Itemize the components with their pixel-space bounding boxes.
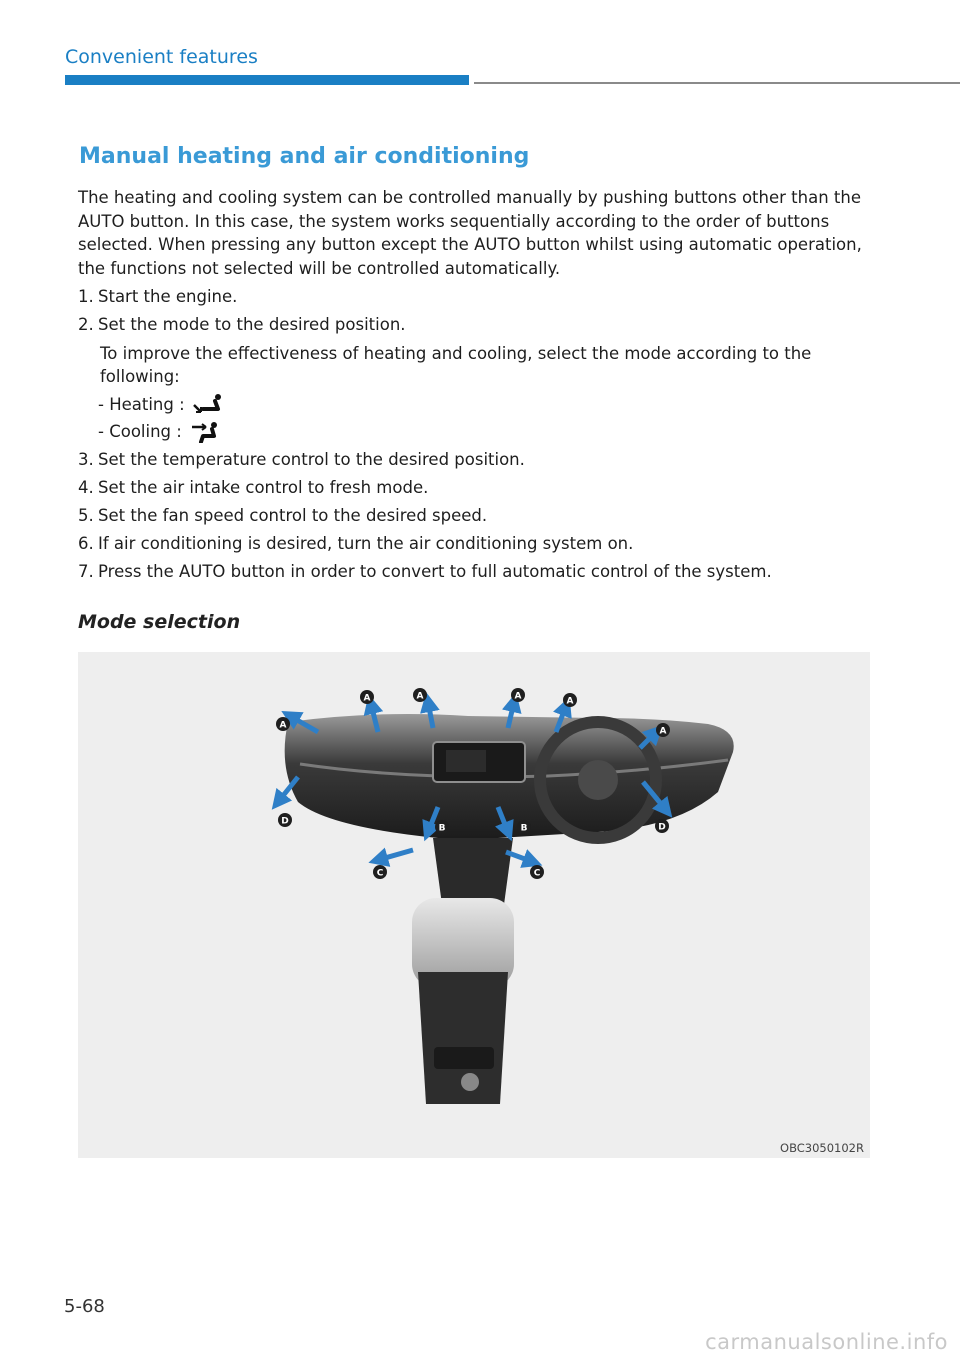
heating-label: - Heating : [98, 394, 185, 414]
mode-note: To improve the effectiveness of heating and cooling, select the mode according to the following: [100, 343, 812, 386]
floor-mode-icon [191, 393, 223, 415]
step-text: Set the temperature control to the desired position. [98, 450, 525, 469]
mode-selection-heading: Mode selection [78, 611, 241, 633]
figure-code: OBC3050102R [780, 1141, 864, 1155]
step-item [78, 560, 878, 584]
step-item [78, 285, 878, 309]
vent-label-b: B [520, 823, 528, 834]
intro-paragraph: The heating and cooling system can be controlled manually by pushing buttons other than the AUTO button. In this case, the system works sequentially according to the order of buttons selected. When pressing any button except the AUTO button whilst using automatic operation, the functions not selected will be controlled automatically. [78, 188, 862, 278]
vent-label-a: A [514, 691, 522, 702]
step-text: Set the fan speed control to the desired speed. [98, 506, 488, 525]
body-text [78, 186, 878, 588]
steps-list [78, 285, 878, 584]
step-number: 2. [78, 315, 94, 334]
step-item [78, 448, 878, 472]
step-item [78, 532, 878, 556]
vent-label-b: B [438, 823, 446, 834]
face-mode-icon [188, 421, 220, 443]
vent-label-c: C [376, 868, 384, 879]
page-number: 5-68 [64, 1296, 105, 1317]
vent-label-a: A [566, 696, 574, 707]
step-item [78, 476, 878, 500]
step-item [78, 313, 878, 444]
vent-label-d: D [658, 822, 666, 833]
step-number: 4. [78, 478, 94, 497]
dashboard-vent-figure [78, 652, 870, 1158]
cooling-label: - Cooling : [98, 422, 182, 441]
step-number: 5. [78, 506, 94, 525]
step-text: Start the engine. [98, 287, 238, 306]
step-number: 3. [78, 450, 94, 469]
cooling-row [98, 420, 878, 444]
watermark: carmanualsonline.info [705, 1330, 948, 1354]
vent-label-c: C [533, 868, 541, 879]
vent-label-a: A [416, 691, 424, 702]
page-heading: Manual heating and air conditioning [79, 144, 530, 169]
step-number: 7. [78, 562, 94, 581]
step-text: If air conditioning is desired, turn the air conditioning system on. [98, 534, 634, 553]
step-number: 1. [78, 287, 94, 306]
step-text: Press the AUTO button in order to convert to full automatic control of the system. [98, 562, 772, 581]
vent-label-a: A [659, 726, 667, 737]
step-text: Set the mode to the desired position. [98, 315, 406, 334]
header-rule-thin [474, 82, 960, 84]
dashboard-illustration [78, 652, 870, 1158]
vent-label-a: A [279, 720, 287, 731]
header-rule-thick [65, 75, 469, 85]
step-item [78, 504, 878, 528]
section-title: Convenient features [65, 46, 258, 68]
step-number: 6. [78, 534, 94, 553]
heating-row [98, 393, 878, 417]
vent-label-d: D [281, 816, 289, 827]
step-text: Set the air intake control to fresh mode. [98, 478, 429, 497]
vent-label-a: A [363, 693, 371, 704]
